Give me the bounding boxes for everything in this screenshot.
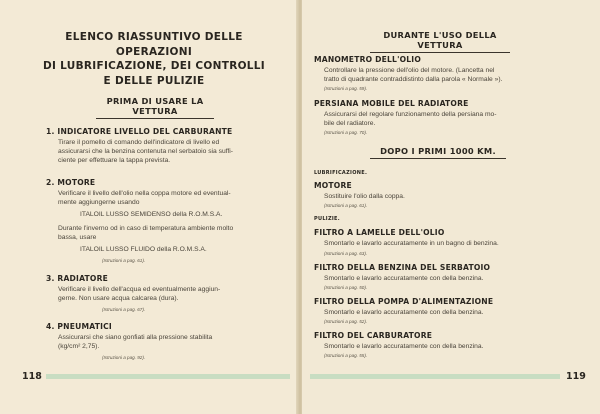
title-line: ELENCO RIASSUNTIVO DELLE OPERAZIONI	[65, 31, 243, 58]
item-title-oil-filter: FILTRO A LAMELLE DELL'OLIO	[314, 228, 445, 237]
instruction-ref: (Istruzioni a pag. 55).	[324, 353, 368, 358]
item-title-fuel-level: 1. INDICATORE LIVELLO DEL CARBURANTE	[46, 127, 233, 136]
oil-product-fluid: ITALOIL LUSSO FLUIDO della R.O.M.S.A.	[80, 246, 207, 253]
item-text-engine: Verificare il livello dell'olio nella coppa motore ed eventual- mente aggiungerne usando	[58, 190, 231, 206]
instruction-ref: (Istruzioni a pag. 52).	[324, 319, 368, 324]
item-text-radiator: Verificare il livello dell'acqua ed eventualmente aggiun- gerne. Non usare acqua calcarea (dura).	[58, 286, 221, 302]
item-title-pump-filter: FILTRO DELLA POMPA D'ALIMENTAZIONE	[314, 297, 494, 306]
item-title-tank-fuel-filter: FILTRO DELLA BENZINA DEL SERBATOIO	[314, 263, 491, 272]
item-text-engine-winter: Durante l'inverno od in caso di temperatura ambiente molto bassa, usare	[58, 225, 234, 241]
right-page	[302, 0, 600, 414]
instruction-ref: (Istruzioni a pag. 61).	[102, 258, 146, 263]
page-number-left: 118	[22, 371, 42, 382]
footer-bar-right	[310, 374, 560, 379]
section-heading-during-use: DURANTE L'USO DELLA VETTURA	[370, 30, 510, 53]
left-page	[0, 0, 298, 414]
oil-product-semidense: ITALOIL LUSSO SEMIDENSO della R.O.M.S.A.	[80, 211, 223, 218]
item-text-radiator-shutter: Assicurarsi del regolare funzionamento della persiana mo- bile del radiatore.	[324, 111, 497, 127]
title-line: E DELLE PULIZIE	[103, 74, 205, 87]
item-text-motor: Sostituire l'olio dalla coppa.	[324, 193, 405, 200]
page-title	[30, 30, 278, 88]
item-text-tyres: Assicurarsi che siano gonfiati alla pressione stabilita (kg/cm² 2,75).	[58, 334, 213, 350]
item-text-oil-gauge: Controllare la pressione dell'olio del motore. (Lancetta nel tratto di quadrante contraddistinto dalla parola « Normale »).	[324, 67, 503, 83]
item-title-tyres: 4. PNEUMATICI	[46, 322, 112, 331]
item-text-carburettor-filter: Smontarlo e lavarlo accuratamente con della benzina.	[324, 343, 484, 350]
cleaning-label: PULIZIE.	[314, 216, 340, 222]
instruction-ref: (Istruzioni a pag. 61).	[324, 203, 368, 208]
item-title-radiator-shutter: PERSIANA MOBILE DEL RADIATORE	[314, 99, 469, 108]
title-line: DI LUBRIFICAZIONE, DEI CONTROLLI	[42, 60, 265, 72]
item-title-oil-gauge: MANOMETRO DELL'OLIO	[314, 55, 421, 64]
item-text-oil-filter: Smontarlo e lavarlo accuratamente in un bagno di benzina.	[324, 240, 499, 247]
section-heading-after-1000km: DOPO I PRIMI 1000 KM.	[370, 146, 506, 159]
instruction-ref: (Istruzioni a pag. 92).	[102, 355, 146, 360]
instruction-ref: (Istruzioni a pag. 50).	[324, 285, 368, 290]
section-heading-before-use: PRIMA DI USARE LA VETTURA	[96, 96, 214, 119]
footer-bar-left	[46, 374, 290, 379]
instruction-ref: (Istruzioni a pag. 59).	[324, 86, 368, 91]
item-title-engine: 2. MOTORE	[46, 178, 96, 187]
page-number-right: 119	[566, 371, 586, 382]
item-title-radiator: 3. RADIATORE	[46, 274, 109, 283]
item-text-fuel-level: Tirare il pomello di comando dell'indicatore di livello ed assicurarsi che la benzina contenuta nel serbatoio sia suffi- ciente per effettuare la tappa prevista.	[58, 139, 233, 164]
instruction-ref: (Istruzioni a pag. 67).	[102, 307, 146, 312]
lubrication-label: LUBRIFICAZIONE.	[314, 170, 368, 176]
item-title-motor: MOTORE	[314, 181, 352, 190]
instruction-ref: (Istruzioni a pag. 63).	[324, 251, 368, 256]
item-title-carburettor-filter: FILTRO DEL CARBURATORE	[314, 331, 433, 340]
instruction-ref: (Istruzioni a pag. 70).	[324, 130, 368, 135]
item-text-tank-fuel-filter: Smontarlo e lavarlo accuratamente con della benzina.	[324, 275, 484, 282]
item-text-pump-filter: Smontarlo e lavarlo accuratamente con della benzina.	[324, 309, 484, 316]
